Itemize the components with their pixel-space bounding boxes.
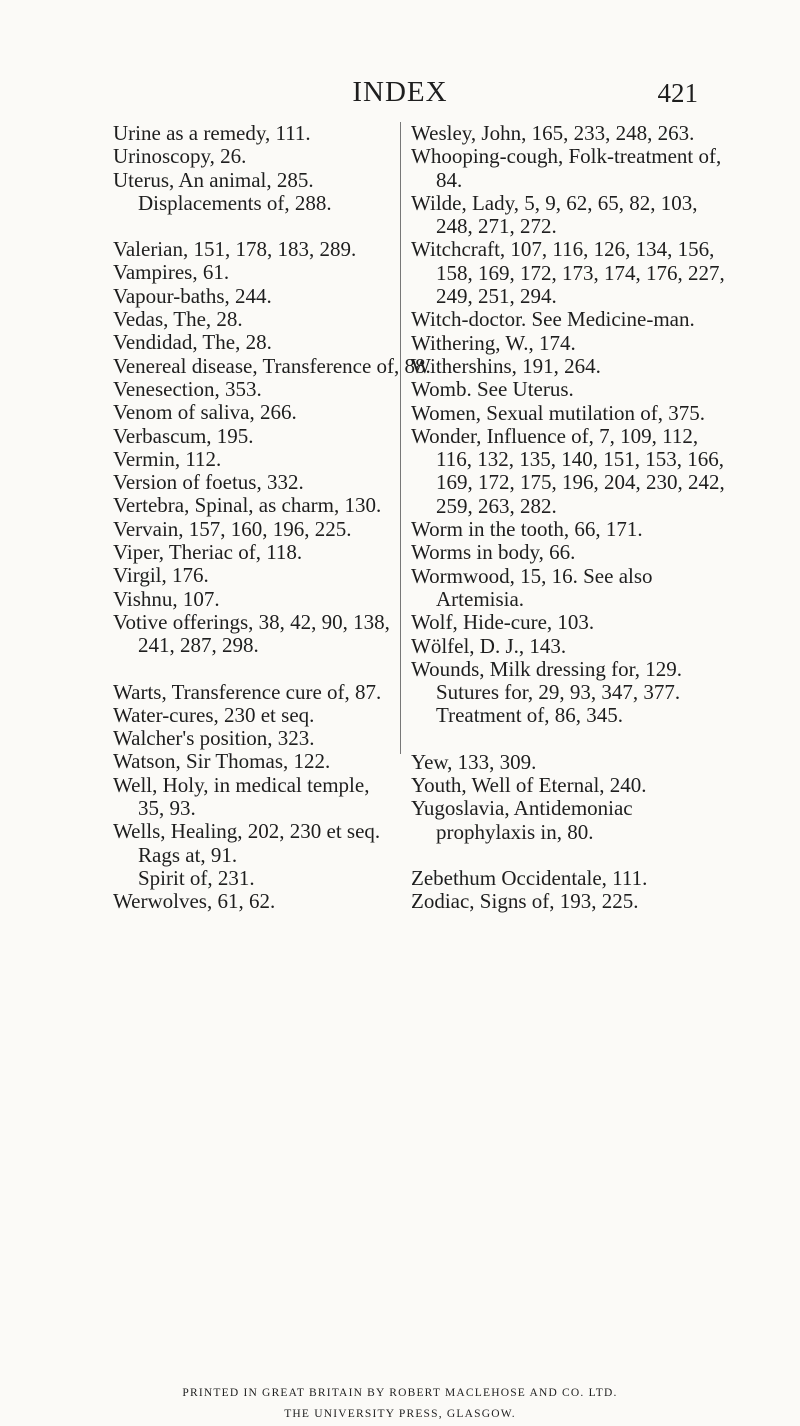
page-title: INDEX [352,76,448,108]
index-entry: Version of foetus, 332. [113,470,304,495]
index-subentry: Treatment of, 86, 345. [436,703,624,728]
index-entry: Worms in body, 66. [411,540,576,565]
index-subentry: Displacements of, 288. [138,190,332,215]
index-entry: Wilde, Lady, 5, 9, 62, 65, 82, 103, 248, 271, 272. [411,190,698,239]
index-entry: Whooping-cough, Folk-treatment of, 84. [411,144,722,192]
index-entry: Water-cures, 230 et seq. [113,702,315,727]
index-entry: Zodiac, Signs of, 193, 225. [411,889,639,914]
index-entry: Warts, Transference cure of, 87. [113,679,382,704]
index-entry: Venereal disease, Transference of, 88. [113,353,431,378]
index-entry: Yew, 133, 309. [411,749,537,774]
index-entry: Womb. See Uterus. [411,377,574,402]
index-entry: Women, Sexual mutilation of, 375. [411,400,706,425]
index-subentry: Spirit of, 231. [138,865,255,890]
index-entry: Virgil, 176. [113,563,209,588]
index-entry: Wormwood, 15, 16. See also Artemisia. [411,563,653,611]
index-entry: Witch-doctor. See Medicine-man. [411,307,695,332]
index-entry: Withershins, 191, 264. [411,353,601,378]
index-entry: Vishnu, 107. [113,586,220,611]
index-entry: Worm in the tooth, 66, 171. [411,517,643,542]
index-entry: Wells, Healing, 202, 230 et seq. [113,819,381,844]
index-column-right [400,121,726,914]
section-gap [411,728,726,751]
index-entry: Walcher's position, 323. [113,726,315,751]
page-number: 421 [657,78,698,108]
index-subentry: Sutures for, 29, 93, 347, 377. [436,680,681,705]
index-entry: Well, Holy, in medical temple, 35, 93. [113,772,370,821]
index-entry: Withering, W., 174. [411,330,576,355]
index-entry: Vendidad, The, 28. [113,330,272,355]
index-entry: Vervain, 157, 160, 196, 225. [113,516,352,541]
index-entry: Vampires, 61. [113,260,230,285]
section-gap [411,844,726,867]
index-entry: Wonder, Influence of, 7, 109, 112, 116, 132, 135, 140, 151, 153, 166, 169, 172, 175, 196, 204, 230, 242, 259, 263, 282. [411,423,725,518]
index-entry: Urine as a remedy, 111. [113,121,311,145]
printer-colophon [0,1383,800,1425]
index-entry: Votive offerings, 38, 42, 90, 138, 241, 287, 298. [113,609,390,658]
index-entry: Vedas, The, 28. [113,307,243,332]
colophon-line: THE UNIVERSITY PRESS, GLASGOW. [284,1408,516,1420]
section-gap [113,658,398,681]
colophon-line: PRINTED IN GREAT BRITAIN BY ROBERT MACLEHOSE AND CO. LTD. [182,1387,618,1399]
index-entry: Urinoscopy, 26. [113,144,247,169]
index-entry: Yugoslavia, Antidemoniac prophylaxis in, 80. [411,796,633,844]
index-entry: Venom of saliva, 266. [113,400,297,425]
index-entry: Viper, Theriac of, 118. [113,540,303,565]
page-header [0,72,800,112]
index-entry: Wölfel, D. J., 143. [411,633,567,658]
index-entry: Vertebra, Spinal, as charm, 130. [113,493,382,518]
index-entry: Uterus, An animal, 285. [113,167,314,192]
index-column-left [113,121,431,914]
index-entry: Werwolves, 61, 62. [113,889,276,914]
index-entry: Witchcraft, 107, 116, 126, 134, 156, 158, 169, 172, 173, 174, 176, 227, 249, 251, 294. [411,237,725,309]
index-entry: Wesley, John, 165, 233, 248, 263. [411,121,695,145]
index-entry: Verbascum, 195. [113,423,254,448]
index-entry: Valerian, 151, 178, 183, 289. [113,237,357,262]
index-entry: Youth, Well of Eternal, 240. [411,773,647,798]
index-entry: Vermin, 112. [113,446,222,471]
index-entry: Watson, Sir Thomas, 122. [113,749,331,774]
index-subentry: Rags at, 91. [138,842,238,867]
index-entry: Wolf, Hide-cure, 103. [411,610,595,635]
index-entry: Wounds, Milk dressing for, 129. [411,656,683,681]
section-gap [113,215,398,238]
index-entry: Venesection, 353. [113,376,262,401]
index-entry: Vapour-baths, 244. [113,283,272,308]
index-entry: Zebethum Occidentale, 111. [411,865,648,890]
